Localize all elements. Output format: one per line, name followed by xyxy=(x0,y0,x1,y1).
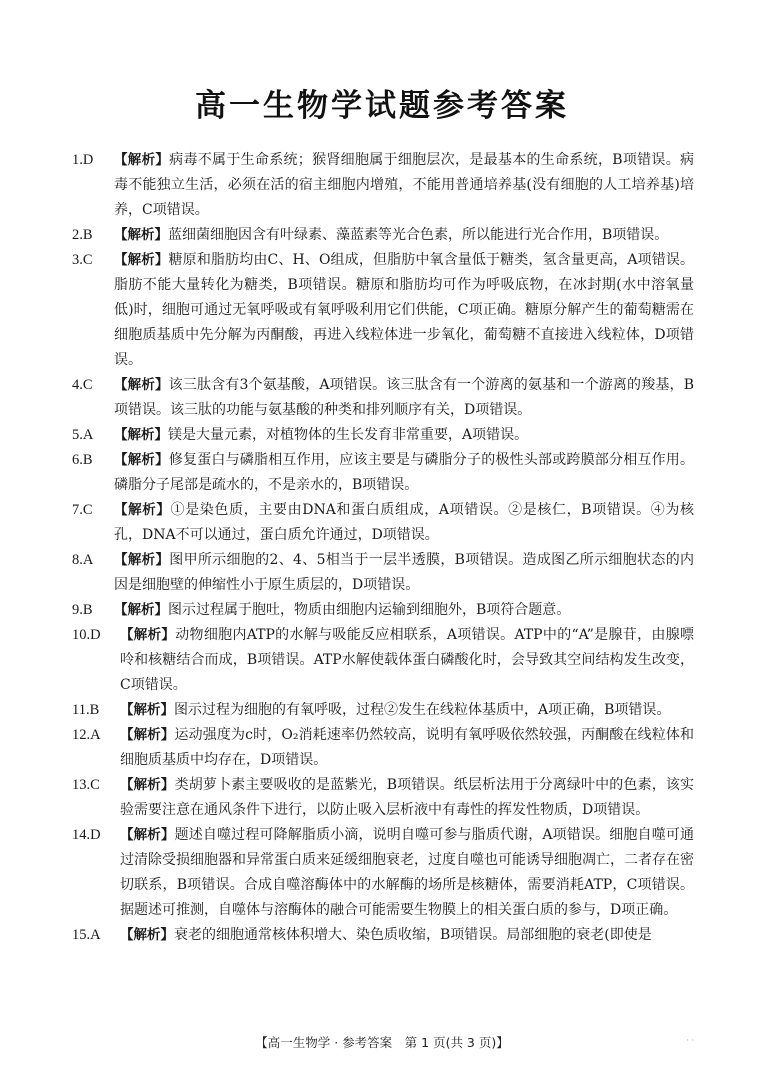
analysis-tag: 【解析】 xyxy=(120,727,175,743)
answer-head xyxy=(72,723,120,748)
question-number: 4. xyxy=(72,377,83,393)
question-number: 10. xyxy=(72,627,91,643)
answer-head xyxy=(72,248,114,273)
answer-letter: D xyxy=(90,627,101,643)
analysis-tag: 【解析】 xyxy=(120,927,174,943)
answer-item xyxy=(72,723,694,773)
answer-item xyxy=(72,698,694,723)
answer-item xyxy=(72,148,694,223)
answer-head xyxy=(72,448,114,473)
answer-head xyxy=(72,148,114,173)
analysis-tag: 【解析】 xyxy=(114,602,168,618)
analysis-tag: 【解析】 xyxy=(114,427,168,443)
analysis-tag: 【解析】 xyxy=(120,627,176,643)
answer-item xyxy=(72,498,694,548)
answer-item xyxy=(72,423,694,448)
analysis-tag: 【解析】 xyxy=(114,502,171,518)
answer-head xyxy=(72,373,114,398)
question-number: 6. xyxy=(72,452,83,468)
answer-head xyxy=(72,223,114,248)
answer-letter: C xyxy=(82,377,93,393)
answer-letter: B xyxy=(82,227,93,243)
analysis-tag: 【解析】 xyxy=(120,777,175,793)
question-number: 15. xyxy=(72,927,91,943)
answer-item xyxy=(72,373,694,423)
answer-head xyxy=(72,423,114,448)
answer-item xyxy=(72,248,694,373)
question-number: 7. xyxy=(72,502,83,518)
analysis-tag: 【解析】 xyxy=(114,377,169,393)
analysis-text: 题述自噬过程可降解脂质小滴，说明自噬可参与脂质代谢，A项错误。细胞自噬可通过清除受损细胞器和异常蛋白质来延缓细胞衰老，过度自噬也可能诱导细胞凋亡，二者存在密切联系，B项错误。合成自噬溶酶体中的水解酶的场所是核糖体，需要消耗ATP，C项错误。据题述可推测，自噬体与溶酶体的融合可能需要生物膜上的相关蛋白质的参与，D项正确。 xyxy=(120,827,695,918)
answer-letter: A xyxy=(82,552,94,568)
question-number: 3. xyxy=(72,252,83,268)
answer-letter: D xyxy=(82,152,94,168)
analysis-tag: 【解析】 xyxy=(114,252,169,268)
corner-mark: · · xyxy=(686,1036,694,1045)
answer-letter: A xyxy=(82,427,94,443)
question-number: 1. xyxy=(72,152,83,168)
analysis-text: 衰老的细胞通常核体积增大、染色质收缩，B项错误。局部细胞的衰老(即使是 xyxy=(174,927,652,943)
analysis-text: 糖原和脂肪均由C、H、O组成，但脂肪中氧含量低于糖类，氢含量更高，A项错误。脂肪不能大量转化为糖类，B项错误。糖原和脂肪均可作为呼吸底物，在冰封期(水中溶氧量低)时，细胞可通过无氧呼吸或有氧呼吸利用它们供能，C项正确。糖原分解产生的葡萄糖需在细胞质基质中先分解为丙酮酸，再进入线粒体进一步氧化，葡萄糖不直接进入线粒体，D项错误。 xyxy=(114,252,695,368)
answer-item xyxy=(72,598,694,623)
analysis-text: 类胡萝卜素主要吸收的是蓝紫光，B项错误。纸层析法用于分离绿叶中的色素，该实验需要注意在通风条件下进行，以防止吸入层析液中有毒性的挥发性物质，D项错误。 xyxy=(120,777,694,818)
analysis-text: 运动强度为c时，O₂消耗速率仍然较高，说明有氧呼吸依然较强，丙酮酸在线粒体和细胞质基质中均存在，D项错误。 xyxy=(120,727,695,768)
question-number: 13. xyxy=(72,777,91,793)
question-number: 2. xyxy=(72,227,83,243)
answer-head xyxy=(72,923,120,948)
analysis-tag: 【解析】 xyxy=(114,552,170,568)
answer-list xyxy=(72,148,694,948)
answer-head xyxy=(72,823,120,848)
answer-head xyxy=(72,498,114,523)
answer-letter: D xyxy=(90,827,101,843)
analysis-text: 该三肽含有3个氨基酸，A项错误。该三肽含有一个游离的氨基和一个游离的羧基，B项错误。该三肽的功能与氨基酸的种类和排列顺序有关，D项错误。 xyxy=(114,377,694,418)
question-number: 8. xyxy=(72,552,83,568)
question-number: 5. xyxy=(72,427,83,443)
answer-letter: A xyxy=(90,927,101,943)
answer-letter: B xyxy=(82,452,93,468)
answer-head xyxy=(72,598,114,623)
answer-letter: B xyxy=(89,702,100,718)
answer-item xyxy=(72,923,694,948)
question-number: 9. xyxy=(72,602,83,618)
analysis-text: 图甲所示细胞的2、4、5相当于一层半透膜，B项错误。造成图乙所示细胞状态的内因是细胞壁的伸缩性小于原生质层的，D项错误。 xyxy=(114,552,695,593)
analysis-tag: 【解析】 xyxy=(120,702,174,718)
answer-item xyxy=(72,223,694,248)
question-number: 14. xyxy=(72,827,91,843)
answer-item xyxy=(72,448,694,498)
analysis-tag: 【解析】 xyxy=(114,452,169,468)
analysis-tag: 【解析】 xyxy=(120,827,175,843)
analysis-text: 镁是大量元素，对植物体的生长发育非常重要，A项错误。 xyxy=(168,427,529,443)
answer-item xyxy=(72,623,694,698)
page-title: 高一生物学试题参考答案 xyxy=(195,88,569,124)
analysis-tag: 【解析】 xyxy=(114,152,170,168)
analysis-text: 动物细胞内ATP的水解与吸能反应相联系，A项错误。ATP中的“A”是腺苷，由腺嘌呤和核糖结合而成，B项错误。ATP水解使载体蛋白磷酸化时，会导致其空间结构发生改变，C项错误。 xyxy=(120,627,695,693)
answer-letter: C xyxy=(82,502,93,518)
analysis-tag: 【解析】 xyxy=(114,227,168,243)
page-footer: 【高一生物学 · 参考答案 第 1 页(共 3 页)】 xyxy=(255,1035,509,1050)
analysis-text: 修复蛋白与磷脂相互作用，应该主要是与磷脂分子的极性头部或跨膜部分相互作用。磷脂分子尾部是疏水的，不是亲水的，B项错误。 xyxy=(114,452,695,493)
answer-letter: B xyxy=(82,602,93,618)
analysis-text: 图示过程属于胞吐，物质由细胞内运输到细胞外，B项符合题意。 xyxy=(168,602,571,618)
answer-item xyxy=(72,823,694,923)
analysis-text: ①是染色质，主要由DNA和蛋白质组成，A项错误。②是核仁，B项错误。④为核孔，DNA不可以通过，蛋白质允许通过，D项错误。 xyxy=(114,502,695,543)
answer-item xyxy=(72,773,694,823)
question-number: 12. xyxy=(72,727,91,743)
question-number: 11. xyxy=(72,702,90,718)
answer-letter: C xyxy=(90,777,100,793)
analysis-text: 病毒不属于生命系统；猴肾细胞属于细胞层次，是最基本的生命系统，B项错误。病毒不能独立生活，必须在活的宿主细胞内增殖，不能用普通培养基(没有细胞的人工培养基)培养，C项错误。 xyxy=(114,152,694,218)
answer-head xyxy=(72,623,120,648)
answer-letter: C xyxy=(82,252,93,268)
analysis-text: 蓝细菌细胞因含有叶绿素、藻蓝素等光合色素，所以能进行光合作用，B项错误。 xyxy=(168,227,669,243)
answer-item xyxy=(72,548,694,598)
answer-head xyxy=(72,773,120,798)
answer-letter: A xyxy=(90,727,101,743)
analysis-text: 图示过程为细胞的有氧呼吸，过程②发生在线粒体基质中，A项正确，B项错误。 xyxy=(174,702,671,718)
answer-head xyxy=(72,698,120,723)
answer-head xyxy=(72,548,114,573)
